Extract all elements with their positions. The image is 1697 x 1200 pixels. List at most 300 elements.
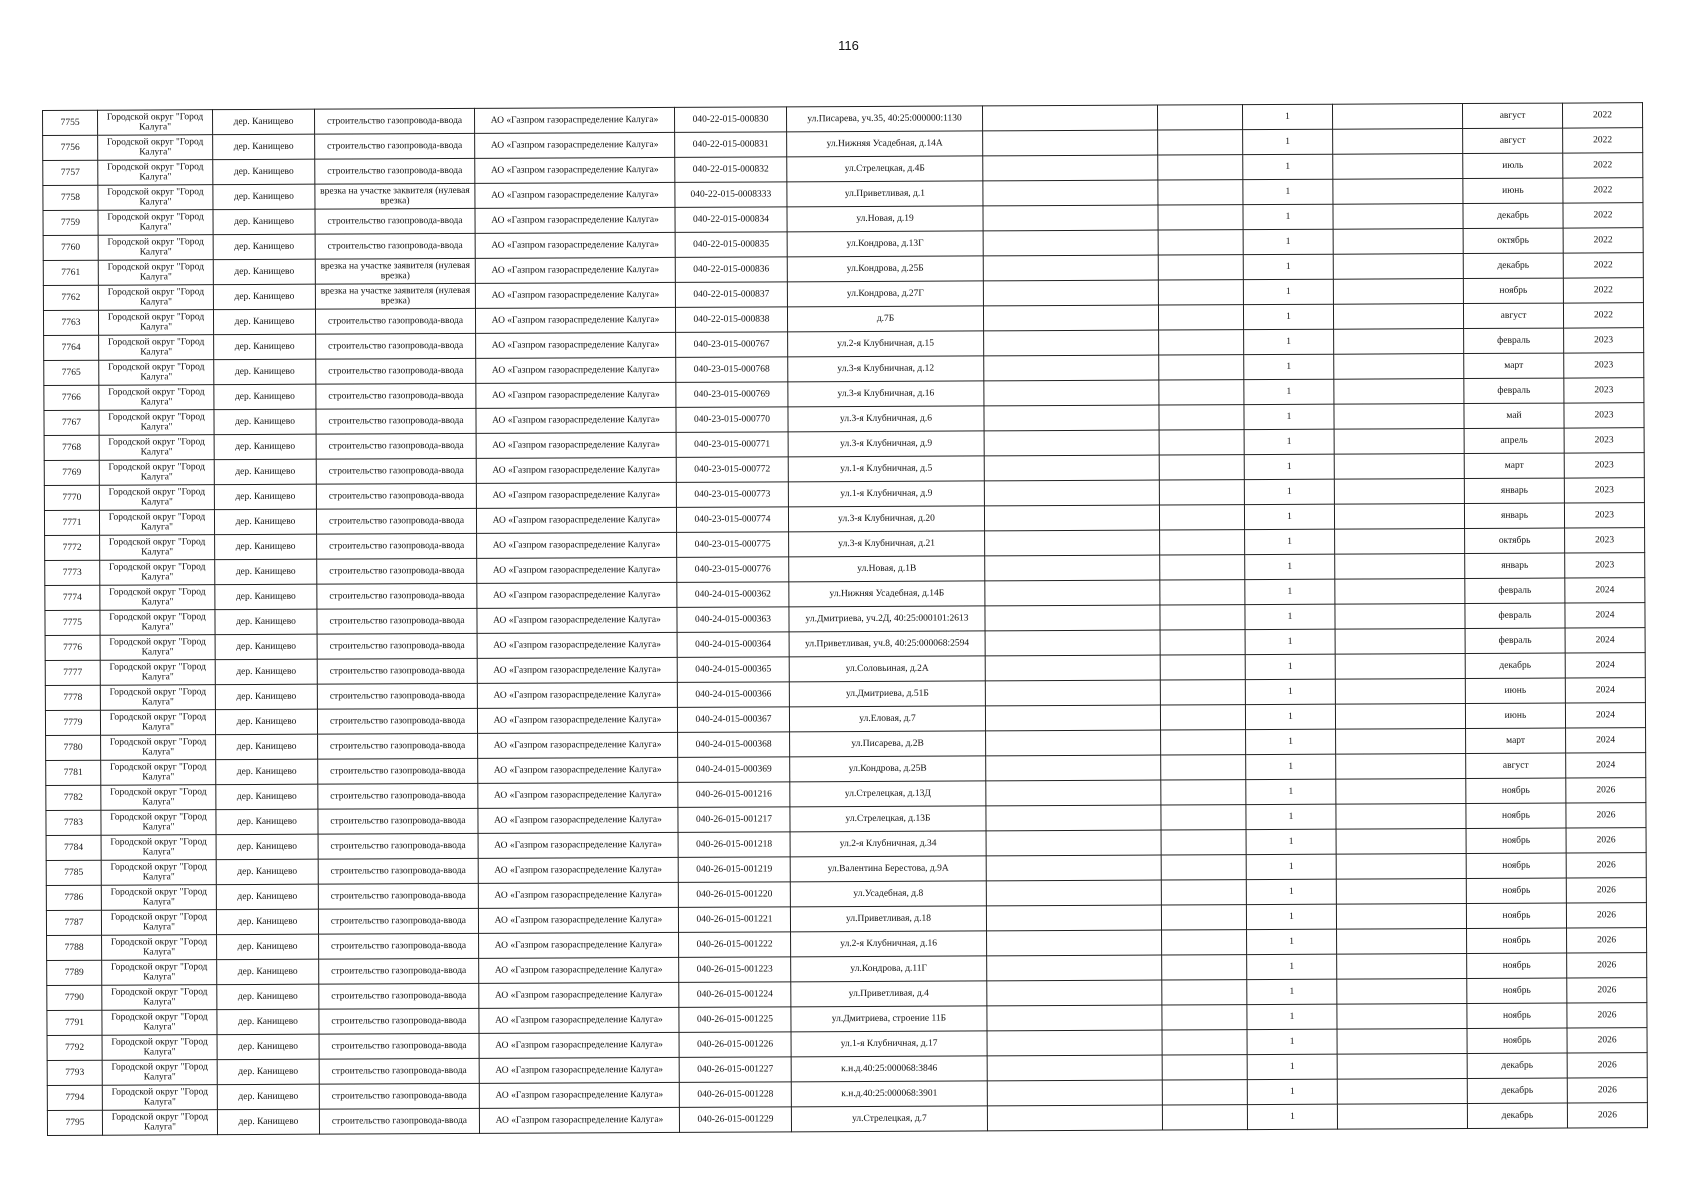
quantity-cell: 1 [1247,954,1337,979]
organization-cell: АО «Газпром газораспределение Калуга» [477,607,677,633]
empty-cell [987,1080,1162,1106]
organization-cell: АО «Газпром газораспределение Калуга» [475,207,675,233]
quantity-cell: 1 [1246,779,1336,804]
quantity-cell: 1 [1246,829,1336,854]
row-number-cell: 7758 [43,185,98,210]
empty-cell [1334,404,1464,430]
year-cell: 2024 [1565,678,1645,703]
month-cell: декабрь [1465,653,1565,678]
year-cell: 2023 [1565,553,1645,578]
address-cell: ул.3-я Клубничная, д.20 [788,506,984,532]
row-number-cell: 7781 [46,760,101,785]
empty-cell [1159,505,1244,530]
year-cell: 2024 [1565,653,1645,678]
work-type-cell: строительство газопровода-ввода [318,833,478,859]
district-cell: Городской округ "Город Калуга" [101,810,216,836]
quantity-cell: 1 [1246,904,1336,929]
empty-cell [986,880,1161,906]
village-cell: дер. Канищево [217,1109,319,1134]
empty-cell [1334,454,1464,480]
row-number-cell: 7794 [47,1085,102,1110]
object-code-cell: 040-23-015-000772 [676,457,788,483]
address-cell: ул.Приветливая, д.4 [791,981,987,1007]
empty-cell [1335,654,1465,680]
empty-cell [986,905,1161,931]
empty-cell [1160,530,1245,555]
district-cell: Городской округ "Город Калуга" [98,135,213,161]
object-code-cell: 040-26-015-001221 [678,907,790,933]
organization-cell: АО «Газпром газораспределение Калуга» [475,132,675,158]
village-cell: дер. Канищево [214,384,316,409]
year-cell: 2023 [1564,503,1644,528]
object-code-cell: 040-26-015-001218 [678,832,790,858]
empty-cell [1158,255,1243,280]
month-cell: январь [1464,478,1564,503]
district-cell: Городской округ "Город Калуга" [101,760,216,786]
month-cell: август [1463,303,1563,328]
work-type-cell: строительство газопровода-ввода [318,783,478,809]
month-cell: август [1463,128,1563,153]
month-cell: ноябрь [1466,878,1566,903]
village-cell: дер. Канищево [215,659,317,684]
empty-cell [1336,879,1466,905]
organization-cell: АО «Газпром газораспределение Калуга» [475,232,675,258]
year-cell: 2026 [1567,1003,1647,1028]
registry-rows [43,103,1648,1136]
empty-cell [1159,355,1244,380]
organization-cell: АО «Газпром газораспределение Калуга» [475,182,675,208]
empty-cell [1334,429,1464,455]
empty-cell [984,505,1159,531]
row-number-cell: 7782 [46,785,101,810]
empty-cell [986,730,1161,756]
row-number-cell: 7765 [44,360,99,385]
address-cell: ул.3-я Клубничная, д.9 [788,431,984,457]
month-cell: июнь [1463,178,1563,203]
row-number-cell: 7772 [45,535,100,560]
organization-cell: АО «Газпром газораспределение Калуга» [479,1057,679,1083]
work-type-cell: строительство газопровода-ввода [319,933,479,959]
work-type-cell: строительство газопровода-ввода [316,358,476,384]
address-cell: ул.Новая, д.19 [787,206,983,232]
district-cell: Городской округ "Город Калуга" [98,210,213,236]
district-cell: Городской округ "Город Калуга" [98,310,213,336]
row-number-cell: 7786 [46,885,101,910]
quantity-cell: 1 [1243,129,1333,154]
empty-cell [985,655,1160,681]
empty-cell [983,180,1158,206]
year-cell: 2026 [1566,828,1646,853]
work-type-cell: строительство газопровода-ввода [317,583,477,609]
empty-cell [1337,979,1467,1005]
empty-cell [987,955,1162,981]
month-cell: октябрь [1465,528,1565,553]
empty-cell [1333,154,1463,180]
work-type-cell: строительство газопровода-ввода [315,158,475,184]
village-cell: дер. Канищево [213,234,315,259]
year-cell: 2023 [1564,453,1644,478]
empty-cell [1160,580,1245,605]
year-cell: 2022 [1563,228,1643,253]
empty-cell [1158,280,1243,305]
quantity-cell: 1 [1243,179,1333,204]
object-code-cell: 040-26-015-001219 [678,857,790,883]
month-cell: февраль [1465,578,1565,603]
month-cell: июнь [1465,703,1565,728]
district-cell: Городской округ "Город Калуга" [98,110,213,136]
year-cell: 2022 [1563,128,1643,153]
month-cell: август [1466,753,1566,778]
year-cell: 2024 [1565,603,1645,628]
quantity-cell: 1 [1245,604,1335,629]
address-cell: ул.Кондрова, д.25В [790,756,986,782]
empty-cell [1336,729,1466,755]
work-type-cell: строительство газопровода-ввода [319,1058,479,1084]
quantity-cell: 1 [1244,504,1334,529]
district-cell: Городской округ "Город Калуга" [100,660,215,686]
organization-cell: АО «Газпром газораспределение Калуга» [476,332,676,358]
row-number-cell: 7767 [44,410,99,435]
quantity-cell: 1 [1245,554,1335,579]
organization-cell: АО «Газпром газораспределение Калуга» [477,632,677,658]
empty-cell [1337,1104,1467,1130]
address-cell: ул.Кондрова, д.11Г [791,956,987,982]
year-cell: 2022 [1563,278,1643,303]
empty-cell [1161,880,1246,905]
empty-cell [1332,104,1462,130]
object-code-cell: 040-22-015-000832 [675,157,787,183]
empty-cell [982,105,1157,131]
month-cell: декабрь [1463,253,1563,278]
quantity-cell: 1 [1245,679,1335,704]
row-number-cell: 7792 [47,1035,102,1060]
empty-cell [1161,780,1246,805]
empty-cell [987,1055,1162,1081]
year-cell: 2026 [1566,853,1646,878]
month-cell: январь [1464,503,1564,528]
quantity-cell: 1 [1243,154,1333,179]
village-cell: дер. Канищево [214,434,316,459]
work-type-cell: строительство газопровода-ввода [315,208,475,234]
work-type-cell: строительство газопровода-ввода [316,333,476,359]
empty-cell [987,1005,1162,1031]
object-code-cell: 040-24-015-000365 [677,657,789,683]
district-cell: Городской округ "Город Калуга" [102,1085,217,1111]
work-type-cell: строительство газопровода-ввода [315,308,475,334]
year-cell: 2023 [1564,403,1644,428]
empty-cell [1160,605,1245,630]
district-cell: Городской округ "Город Калуга" [99,510,214,536]
work-type-cell: строительство газопровода-ввода [315,233,475,259]
district-cell: Городской округ "Город Калуга" [99,485,214,511]
page-number: 116 [838,38,859,53]
empty-cell [1337,929,1467,955]
village-cell: дер. Канищево [215,709,317,734]
month-cell: февраль [1464,378,1564,403]
empty-cell [1161,755,1246,780]
quantity-cell: 1 [1244,454,1334,479]
empty-cell [1333,129,1463,155]
village-cell: дер. Канищево [214,409,316,434]
year-cell: 2026 [1566,778,1646,803]
address-cell: ул.3-я Клубничная, д.16 [788,381,984,407]
row-number-cell: 7761 [43,260,98,285]
year-cell: 2023 [1564,378,1644,403]
year-cell: 2024 [1565,578,1645,603]
empty-cell [1333,254,1463,280]
object-code-cell: 040-22-015-000834 [675,207,787,233]
object-code-cell: 040-24-015-000367 [677,707,789,733]
work-type-cell: строительство газопровода-ввода [316,433,476,459]
work-type-cell: строительство газопровода-ввода [318,858,478,884]
empty-cell [1162,1055,1247,1080]
work-type-cell: строительство газопровода-ввода [317,683,477,709]
quantity-cell: 1 [1245,579,1335,604]
district-cell: Городской округ "Город Калуга" [100,535,215,561]
organization-cell: АО «Газпром газораспределение Калуга» [478,882,678,908]
empty-cell [1159,480,1244,505]
empty-cell [986,755,1161,781]
empty-cell [1160,555,1245,580]
village-cell: дер. Канищево [217,1084,319,1109]
row-number-cell: 7759 [43,210,98,235]
empty-cell [1335,679,1465,705]
organization-cell: АО «Газпром газораспределение Калуга» [477,557,677,583]
empty-cell [987,1105,1162,1131]
work-type-cell: строительство газопровода-ввода [316,408,476,434]
empty-cell [1158,205,1243,230]
quantity-cell: 1 [1243,304,1333,329]
address-cell: ул.Приветливая, уч.8, 40:25:000068:2594 [789,631,985,657]
object-code-cell: 040-23-015-000767 [676,332,788,358]
object-code-cell: 040-26-015-001229 [679,1107,791,1133]
work-type-cell: строительство газопровода-ввода [318,758,478,784]
year-cell: 2026 [1567,953,1647,978]
month-cell: февраль [1465,628,1565,653]
month-cell: май [1464,403,1564,428]
month-cell: март [1466,728,1566,753]
empty-cell [983,155,1158,181]
village-cell: дер. Канищево [217,1059,319,1084]
village-cell: дер. Канищево [217,959,319,984]
quantity-cell: 1 [1247,1104,1337,1129]
year-cell: 2023 [1565,528,1645,553]
quantity-cell: 1 [1245,704,1335,729]
row-number-cell: 7756 [43,135,98,160]
village-cell: дер. Канищево [213,159,315,184]
month-cell: июль [1463,153,1563,178]
empty-cell [1158,130,1243,155]
empty-cell [1333,179,1463,205]
address-cell: ул.Кондрова, д.25Б [787,256,983,282]
month-cell: ноябрь [1466,853,1566,878]
object-code-cell: 040-22-015-000837 [675,282,787,308]
empty-cell [986,780,1161,806]
district-cell: Городской округ "Город Калуга" [99,335,214,361]
quantity-cell: 1 [1246,729,1336,754]
village-cell: дер. Канищево [213,284,315,309]
empty-cell [1159,405,1244,430]
village-cell: дер. Канищево [217,1009,319,1034]
year-cell: 2026 [1566,903,1646,928]
quantity-cell: 1 [1243,229,1333,254]
work-type-cell: строительство газопровода-ввода [317,608,477,634]
month-cell: октябрь [1463,228,1563,253]
empty-cell [1161,855,1246,880]
empty-cell [1161,905,1246,930]
village-cell: дер. Канищево [216,884,318,909]
month-cell: ноябрь [1467,1003,1567,1028]
organization-cell: АО «Газпром газораспределение Калуга» [475,282,675,308]
empty-cell [984,330,1159,356]
empty-cell [985,580,1160,606]
empty-cell [983,130,1158,156]
village-cell: дер. Канищево [215,609,317,634]
month-cell: август [1462,103,1562,128]
year-cell: 2026 [1566,803,1646,828]
row-number-cell: 7793 [47,1060,102,1085]
village-cell: дер. Канищево [216,834,318,859]
month-cell: март [1464,353,1564,378]
empty-cell [1161,830,1246,855]
object-code-cell: 040-24-015-000368 [678,732,790,758]
row-number-cell: 7774 [45,585,100,610]
empty-cell [1337,1054,1467,1080]
address-cell: ул.Еловая, д.7 [789,706,985,732]
empty-cell [1336,854,1466,880]
work-type-cell: строительство газопровода-ввода [315,133,475,159]
month-cell: ноябрь [1466,903,1566,928]
month-cell: ноябрь [1467,953,1567,978]
organization-cell: АО «Газпром газораспределение Калуга» [479,1007,679,1033]
district-cell: Городской округ "Город Калуга" [102,960,217,986]
empty-cell [1160,680,1245,705]
object-code-cell: 040-26-015-001216 [678,782,790,808]
district-cell: Городской округ "Город Калуга" [102,1110,217,1136]
village-cell: дер. Канищево [214,509,316,534]
month-cell: ноябрь [1466,803,1566,828]
village-cell: дер. Канищево [214,484,316,509]
month-cell: февраль [1465,603,1565,628]
empty-cell [985,630,1160,656]
object-code-cell: 040-24-015-000362 [677,582,789,608]
work-type-cell: строительство газопровода-ввода [319,1108,479,1134]
work-type-cell: строительство газопровода-ввода [316,483,476,509]
empty-cell [1334,504,1464,530]
empty-cell [985,605,1160,631]
address-cell: ул.Валентина Берестова, д.9А [790,856,986,882]
address-cell: ул.Нижняя Усадебная, д.14А [787,131,983,157]
quantity-cell: 1 [1244,479,1334,504]
object-code-cell: 040-22-015-0008333 [675,182,787,208]
row-number-cell: 7776 [45,635,100,660]
address-cell: к.н.д.40:25:000068:3846 [791,1056,987,1082]
address-cell: ул.1-я Клубничная, д.17 [791,1031,987,1057]
empty-cell [1335,529,1465,555]
year-cell: 2023 [1564,353,1644,378]
district-cell: Городской округ "Город Калуга" [100,635,215,661]
quantity-cell: 1 [1244,354,1334,379]
village-cell: дер. Канищево [216,734,318,759]
empty-cell [1158,155,1243,180]
village-cell: дер. Канищево [216,759,318,784]
empty-cell [1337,1079,1467,1105]
object-code-cell: 040-22-015-000838 [675,307,787,333]
district-cell: Городской округ "Город Калуга" [98,285,213,311]
month-cell: апрель [1464,428,1564,453]
month-cell: декабрь [1467,1078,1567,1103]
quantity-cell: 1 [1243,204,1333,229]
address-cell: д.7Б [787,306,983,332]
organization-cell: АО «Газпром газораспределение Калуга» [476,382,676,408]
quantity-cell: 1 [1246,804,1336,829]
row-number-cell: 7775 [45,610,100,635]
empty-cell [1335,554,1465,580]
empty-cell [984,405,1159,431]
empty-cell [986,855,1161,881]
district-cell: Городской округ "Город Калуга" [100,585,215,611]
empty-cell [1159,330,1244,355]
object-code-cell: 040-24-015-000369 [678,757,790,783]
year-cell: 2026 [1567,928,1647,953]
year-cell: 2022 [1563,253,1643,278]
row-number-cell: 7760 [43,235,98,260]
quantity-cell: 1 [1246,879,1336,904]
year-cell: 2024 [1565,703,1645,728]
district-cell: Городской округ "Город Калуга" [98,160,213,186]
empty-cell [1335,579,1465,605]
empty-cell [984,455,1159,481]
address-cell: ул.Писарева, уч.35, 40:25:000000:1130 [786,106,982,132]
address-cell: ул.Стрелецкая, д.13Д [790,781,986,807]
month-cell: декабрь [1467,1103,1567,1128]
object-code-cell: 040-23-015-000773 [676,482,788,508]
organization-cell: АО «Газпром газораспределение Калуга» [477,657,677,683]
village-cell: дер. Канищево [213,109,315,134]
organization-cell: АО «Газпром газораспределение Калуга» [478,907,678,933]
district-cell: Городской округ "Город Калуга" [102,985,217,1011]
empty-cell [1162,1005,1247,1030]
empty-cell [1337,954,1467,980]
organization-cell: АО «Газпром газораспределение Калуга» [476,432,676,458]
month-cell: июнь [1465,678,1565,703]
district-cell: Городской округ "Город Калуга" [102,1035,217,1061]
empty-cell [984,355,1159,381]
empty-cell [1336,804,1466,830]
village-cell: дер. Канищево [215,634,317,659]
empty-cell [1158,180,1243,205]
village-cell: дер. Канищево [213,134,315,159]
address-cell: ул.Дмитриева, строение 11Б [791,1006,987,1032]
empty-cell [1335,604,1465,630]
district-cell: Городской округ "Город Калуга" [99,410,214,436]
address-cell: ул.2-я Клубничная, д.16 [791,931,987,957]
address-cell: ул.1-я Клубничная, д.5 [788,456,984,482]
object-code-cell: 040-23-015-000774 [676,507,788,533]
year-cell: 2023 [1564,328,1644,353]
empty-cell [1160,630,1245,655]
address-cell: ул.Приветливая, д.1 [787,181,983,207]
object-code-cell: 040-26-015-001227 [679,1057,791,1083]
work-type-cell: строительство газопровода-ввода [318,733,478,759]
quantity-cell: 1 [1246,854,1336,879]
empty-cell [986,830,1161,856]
empty-cell [983,255,1158,281]
work-type-cell: строительство газопровода-ввода [317,708,477,734]
empty-cell [1162,930,1247,955]
year-cell: 2026 [1567,1078,1647,1103]
month-cell: ноябрь [1467,978,1567,1003]
